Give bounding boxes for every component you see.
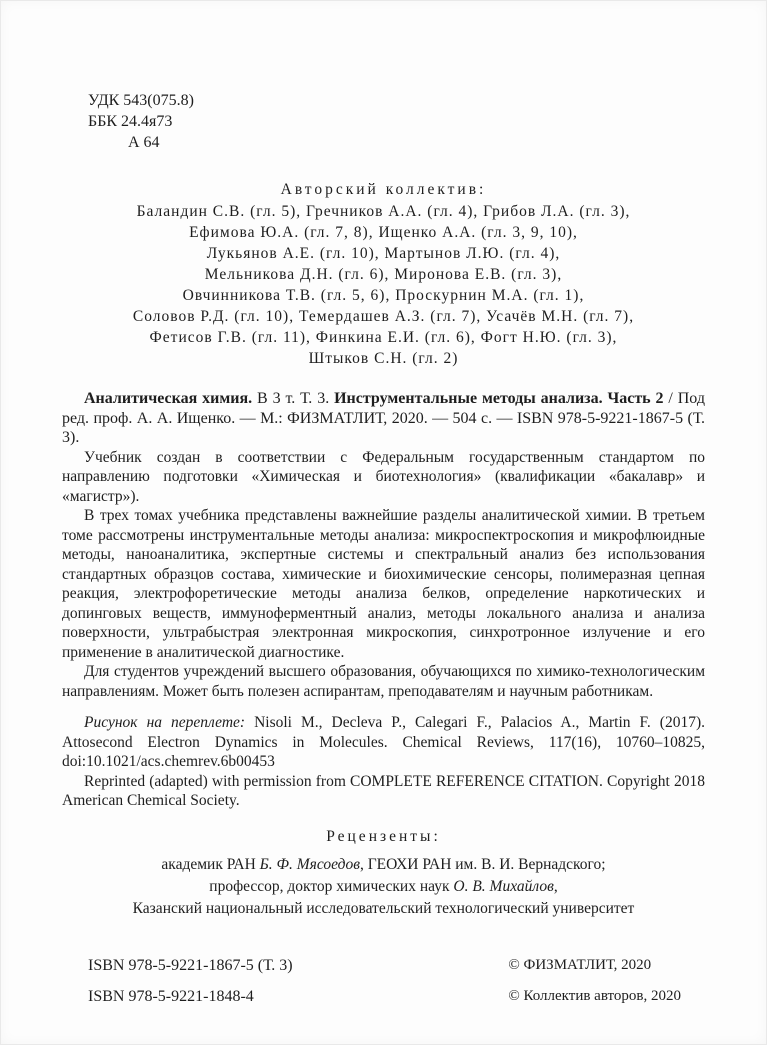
bib-title-bold: Аналитическая химия. xyxy=(84,390,253,407)
copyright-publisher: © ФИЗМАТЛИТ, 2020 xyxy=(508,956,652,973)
author-collective xyxy=(62,179,705,369)
author-line: Соловов Р.Д. (гл. 10), Темердашев А.З. (гл. 7), Усачёв М.Н. (гл. 7), xyxy=(132,308,635,325)
cover-art-citation xyxy=(62,713,705,772)
udk-code: УДК 543(075.8) xyxy=(88,92,194,109)
author-line: Фетисов Г.В. (гл. 11), Финкина Е.И. (гл. 6), Фогт Н.Ю. (гл. 3), xyxy=(149,329,618,346)
annotation-paragraph-contents: В трех томах учебника представлены важнейшие разделы аналитической химии. В третьем томе рассмотрены инструментальные методы анализа: микроспектроскопия и микрофлюидные методы, наноаналитика, экспертные системы и спектральный анализ без использования стандартных образцов состава, химические и биохимические сенсоры, полимеразная цепная реакция, электрофоретические методы анализа белков, определение наркотических и допинговых веществ, иммуноферментный анализ, методы локального анализа и анализа поверхности, ультрабыстрая электронная микроскопия, синхротронное излучение и его применение в аналитической диагностике. xyxy=(62,507,705,661)
reviewer-2-comma: , xyxy=(553,877,558,895)
reviewer-line-1 xyxy=(62,854,705,876)
copyright-block xyxy=(508,950,681,1012)
author-line: Штыков С.Н. (гл. 2) xyxy=(308,350,459,367)
author-collective-heading: Авторский коллектив: xyxy=(280,181,487,198)
reviewer-1-name: Б. Ф. Мясоедов xyxy=(259,855,360,873)
annotation-paragraph-audience: Для студентов учреждений высшего образования, обучающихся по химико-технологическим направлениям. Может быть полезен аспирантам, преподавателям и научным работникам. xyxy=(62,663,705,700)
annotation-paragraph-standard: Учебник создан в соответствии с Федеральным государственным стандартом по направлению подготовки «Химическая и биотехнология» (квалификации «бакалавр» и «магистр»). xyxy=(62,448,705,505)
reviewer-line-2 xyxy=(62,876,705,898)
reviewers-section xyxy=(62,826,705,920)
reviewer-2-name: О. В. Михайлов xyxy=(453,877,554,895)
bbk-code: ББК 24.4я73 xyxy=(88,113,173,130)
author-line: Ефимова Ю.А. (гл. 7, 8), Ищенко А.А. (гл. 3, 9, 10), xyxy=(189,224,578,241)
isbn-block xyxy=(88,950,293,1012)
copyright-authors: © Коллектив авторов, 2020 xyxy=(508,987,681,1004)
author-sign-code: А 64 xyxy=(128,134,160,151)
reviewers-heading: Рецензенты: xyxy=(326,827,441,845)
bibliographic-record xyxy=(62,389,705,448)
bib-imprint-info: / Под ред. проф. А. А. Ищенко. — М.: ФИЗМАТЛИТ, 2020. — 504 с. — ISBN 978-5-9221-1867-5 (Т. 3). xyxy=(62,390,705,446)
reviewer-1-title: академик РАН xyxy=(161,855,260,873)
reviewer-2-title: профессор, доктор химических наук xyxy=(209,877,454,895)
isbn-volume: ISBN 978-5-9221-1867-5 (Т. 3) xyxy=(88,956,293,974)
reviewer-1-affiliation: , ГЕОХИ РАН им. В. И. Вернадского; xyxy=(359,855,606,873)
author-line: Овчинникова Т.В. (гл. 5, 6), Проскурнин М.А. (гл. 1), xyxy=(182,287,585,304)
reprint-permission-note: Reprinted (adapted) with permission from COMPLETE REFERENCE CITATION. Copyright 2018 American Chemical Society. xyxy=(62,772,705,809)
author-line: Баландин С.В. (гл. 5), Гречников А.А. (гл. 4), Грибов Л.А. (гл. 3), xyxy=(136,203,631,220)
isbn-copyright-footer xyxy=(62,950,705,1012)
reviewer-line-3: Казанский национальный исследовательский технологический университет xyxy=(132,899,635,917)
cover-art-label: Рисунок на переплете: xyxy=(84,714,246,731)
isbn-set: ISBN 978-5-9221-1848-4 xyxy=(88,987,254,1005)
author-line: Лукьянов А.Е. (гл. 10), Мартынов Л.Ю. (гл. 4), xyxy=(206,245,561,262)
cover-art-reference: Nisoli M., Decleva P., Calegari F., Palacios A., Martin F. (2017). Attosecond Electron Dynamics in Molecules. Chemical Reviews, 117(16), 10760–10825, doi:10.1021/acs.chemrev.6b00453 xyxy=(62,714,705,770)
classification-codes xyxy=(88,90,705,153)
bib-subtitle-bold: Инструментальные методы анализа. Часть 2 xyxy=(334,390,664,407)
bib-volume-info: В 3 т. Т. 3. xyxy=(252,390,335,407)
author-line: Мельникова Д.Н. (гл. 6), Миронова Е.В. (гл. 3), xyxy=(204,266,563,283)
